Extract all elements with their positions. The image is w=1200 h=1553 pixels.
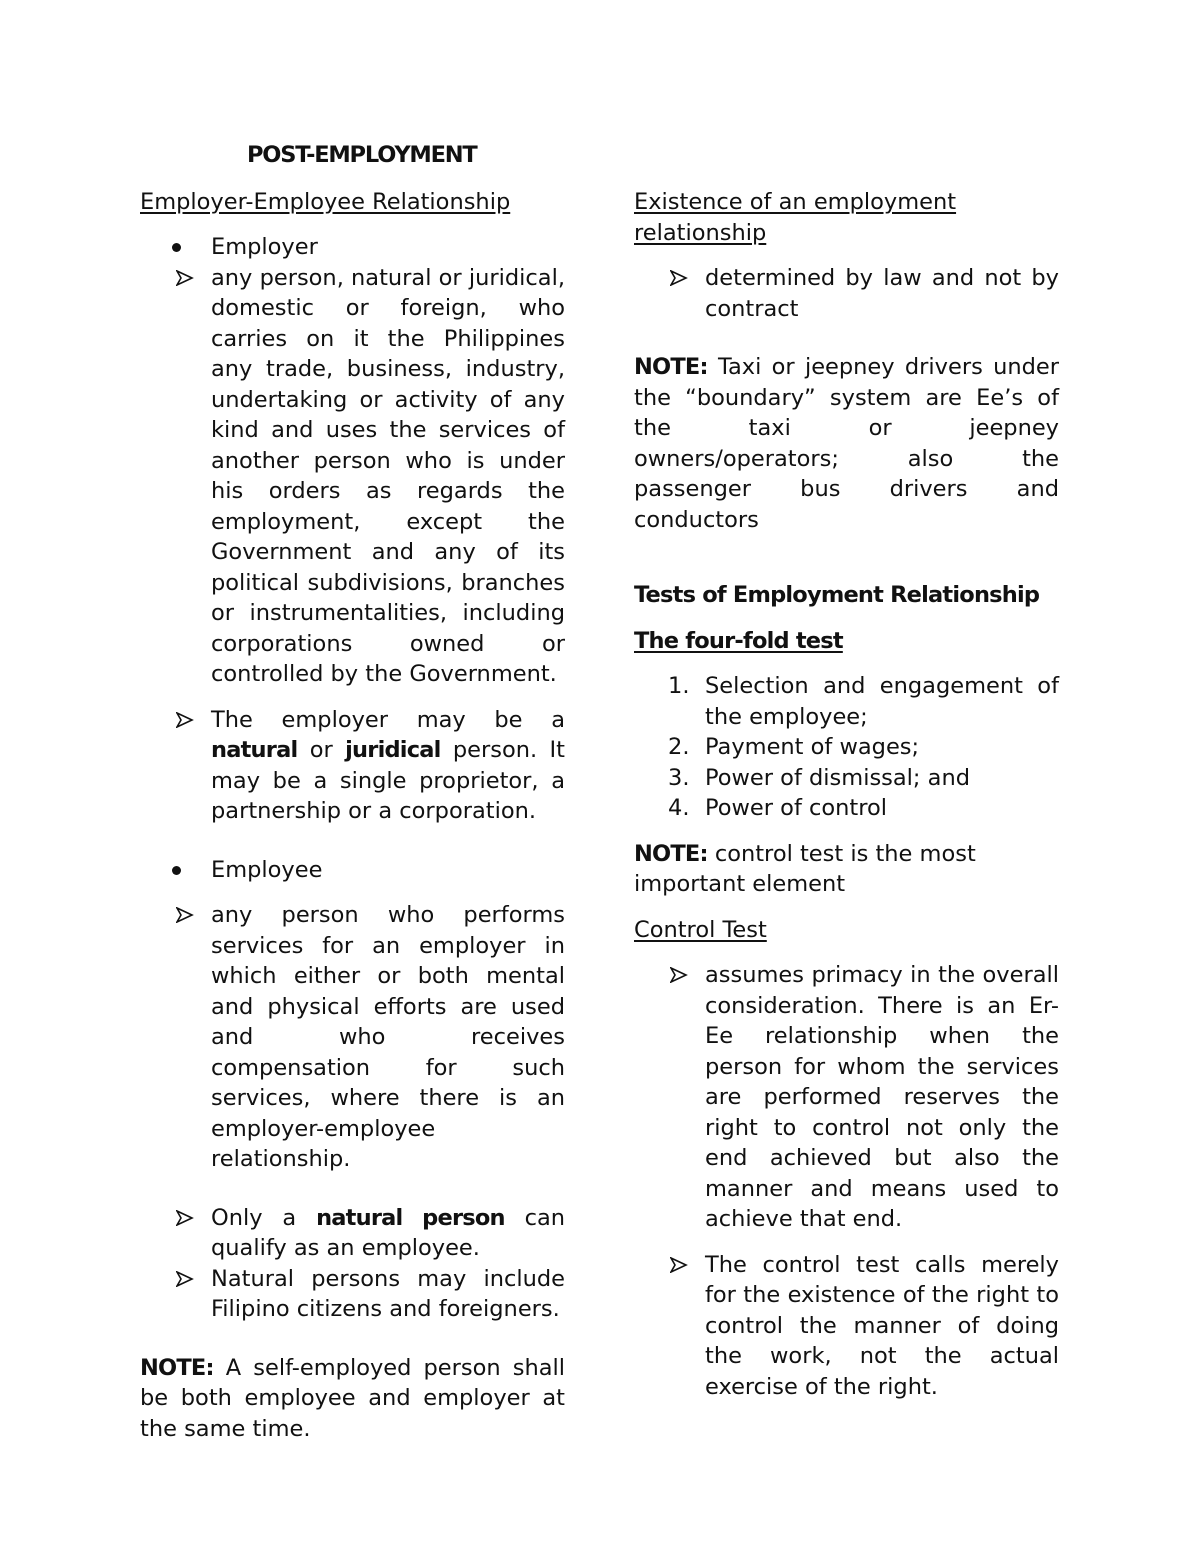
bullet-employer: Employer: [140, 232, 565, 263]
bullet-icon: [172, 866, 181, 875]
note-control-test: NOTE: control test is the most important element: [634, 840, 976, 897]
arrow-bullet-icon: [176, 1271, 194, 1287]
left-column: [140, 140, 565, 1444]
employer-definition: any person, natural or juridical, domestic or foreign, who carries on it the Philippines any trade, business, industry, undertaking or activity of any kind and uses the services of another person who is under his orders as regards the employment, except the Government and any of its political subdivisions, branches or instrumentalities, including corporations owned or controlled by the Government.: [140, 263, 565, 690]
list-item: 1. Selection and engagement of the employee;: [668, 673, 1059, 730]
page-title: POST-EMPLOYMENT: [247, 142, 477, 168]
employer-type: The employer may be a natural or juridical person. It may be a single proprietor, a partnership or a corporation.: [140, 705, 565, 827]
list-item: 2. Payment of wages;: [668, 734, 920, 760]
right-column: [634, 140, 1059, 1402]
section-heading-control-test: Control Test: [634, 916, 767, 943]
note-label: NOTE:: [634, 354, 708, 380]
four-fold-list: [634, 671, 1059, 824]
bullet-icon: [172, 243, 181, 252]
employee-definition: any person who performs services for an employer in which either or both mental and physical efforts are used and who receives compensation for such services, where there is an employer-employee relationship.: [140, 900, 565, 1175]
existence-determined: determined by law and not by contract: [634, 263, 1059, 324]
bullet-employee: Employee: [140, 855, 565, 886]
arrow-bullet-icon: [176, 907, 194, 923]
arrow-bullet-icon: [176, 1210, 194, 1226]
only-natural-person: Only a natural person can qualify as an employee.: [140, 1203, 565, 1264]
control-test-primacy: assumes primacy in the overall consideration. There is an Er-Ee relationship when the person for whom the services are performed reserves the right to control not only the end achieved but also the manner and means used to achieve that end.: [634, 960, 1059, 1235]
note-label: NOTE:: [634, 840, 708, 867]
natural-person-emphasis: natural person: [316, 1204, 505, 1231]
section-heading-employer-employee: Employer-Employee Relationship: [140, 188, 511, 215]
control-test-right: The control test calls merely for the existence of the right to control the manner of doing the work, not the actual exercise of the right.: [634, 1250, 1059, 1403]
arrow-bullet-icon: [176, 712, 194, 728]
juridical-emphasis: juridical: [345, 737, 441, 763]
list-item: 4. Power of control: [668, 795, 888, 821]
list-item: 3. Power of dismissal; and: [668, 764, 970, 791]
natural-emphasis: natural: [211, 737, 298, 763]
note-boundary-system: NOTE: Taxi or jeepney drivers under the “boundary” system are Ee’s of the taxi or jeepney owners/operators; also the passenger bus drivers and conductors: [634, 354, 1059, 533]
section-heading-four-fold: The four-fold test: [634, 627, 843, 654]
section-heading-existence: Existence of an employment relationship: [634, 189, 957, 246]
arrow-bullet-icon: [176, 270, 194, 286]
arrow-bullet-icon: [670, 1257, 688, 1273]
note-label: NOTE:: [140, 1354, 214, 1381]
arrow-bullet-icon: [670, 967, 688, 983]
natural-persons-include: Natural persons may include Filipino citizens and foreigners.: [140, 1264, 565, 1325]
note-self-employed: NOTE: A self-employed person shall be both employee and employer at the same time.: [140, 1354, 565, 1442]
section-heading-tests: Tests of Employment Relationship: [634, 582, 1040, 608]
arrow-bullet-icon: [670, 270, 688, 286]
